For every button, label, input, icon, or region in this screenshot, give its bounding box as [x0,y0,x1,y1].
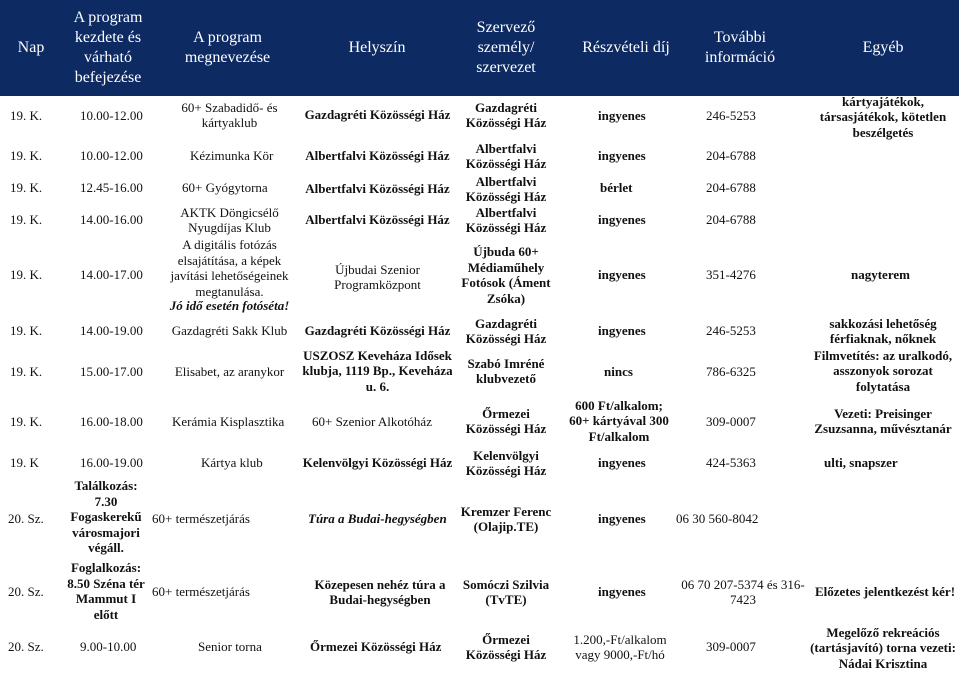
cell-nap: 20. Sz. [8,639,44,655]
cell-info: 204-6788 [706,148,756,164]
cell-program: Elisabet, az aranykor [174,364,285,380]
cell-szervezo: Újbuda 60+ Médiaműhely Fotósok (Áment Zsóka) [461,244,551,306]
cell-dij: ingyenes [598,148,646,164]
cell-dij: nincs [604,364,633,380]
header-helyszin: Helyszín [348,39,406,56]
cell-szervezo: Kelenvölgyi Közösségi Ház [465,447,547,478]
cell-ido: Találkozás: 7.30 Fogaskerekű városmajori végáll. [70,478,142,556]
cell-info: 351-4276 [706,267,756,283]
cell-dij: bérlet [600,180,633,196]
cell-ido: 15.00-17.00 [80,364,143,380]
cell-program-note: Jó idő esetén fotóséta! [169,298,290,314]
cell-nap: 19. K. [10,212,43,228]
cell-helyszin: Albertfalvi Közösségi Ház [305,212,450,228]
cell-ido: 12.45-16.00 [80,180,143,196]
cell-info: 309-0007 [706,414,756,430]
header-kezdete: A program kezdete és várható befejezése [73,9,143,86]
cell-nap: 19. K [10,455,39,471]
cell-info: 424-5363 [706,455,756,471]
cell-ido: 10.00-12.00 [80,108,143,124]
cell-dij: ingyenes [598,584,646,600]
cell-szervezo: Őrmezei Közösségi Ház [465,405,547,436]
cell-helyszin: USZOSZ Keveháza Idősek klubja, 1119 Bp., Keveháza u. 6. [302,347,453,394]
cell-dij: ingyenes [598,323,646,339]
cell-info: 246-5253 [706,323,756,339]
cell-szervezo: Somóczi Szilvia (TvTE) [462,576,550,607]
cell-ido: 14.00-17.00 [80,267,143,283]
cell-dij: ingyenes [598,212,646,228]
cell-info: 204-6788 [706,212,756,228]
cell-egyeb: Vezeti: Preisinger Zsuzsanna, művésztanár [814,405,952,436]
cell-szervezo: Gazdagréti Közösségi Ház [465,99,547,130]
cell-info: 786-6325 [706,364,756,380]
cell-program: 60+ Szabadidő- és kártyaklub [181,99,278,130]
cell-szervezo: Albertfalvi Közösségi Ház [465,204,547,235]
cell-ido: 10.00-12.00 [80,148,143,164]
cell-program: AKTK Döngicsélő Nyugdíjas Klub [180,204,279,235]
cell-dij: 1.200,-Ft/alkalom vagy 9000,-Ft/hó [573,631,667,662]
cell-helyszin: Albertfalvi Közösségi Ház [305,148,450,164]
cell-ido: 14.00-19.00 [80,323,143,339]
cell-info: 06 30 560-8042 [676,511,759,527]
cell-ido: 14.00-16.00 [80,212,143,228]
cell-nap: 20. Sz. [8,511,44,527]
cell-szervezo: Őrmezei Közösségi Ház [465,631,547,662]
cell-dij: ingyenes [598,511,646,527]
cell-program: A digitális fotózás elsajátítása, a képek javítási lehetőségeinek megtanulása. [170,237,289,299]
cell-egyeb: nagyterem [851,267,910,283]
cell-program: 60+ természetjárás [152,511,250,527]
cell-info: 309-0007 [706,639,756,655]
header-szervezo: Szervező személy/ szervezet [476,19,536,76]
cell-program: 60+ Gyógytorna [182,180,268,196]
cell-nap: 19. K. [10,364,43,380]
cell-egyeb: Előzetes jelentkezést kér! [814,584,956,600]
cell-helyszin: Újbudai Szenior Programközpont [334,261,421,292]
header-megnevezese: A program megnevezése [184,29,271,66]
cell-egyeb: kártyajátékok, társasjátékok, kötetlen beszélgetés [819,93,947,140]
cell-program: 60+ természetjárás [152,584,250,600]
cell-helyszin: Gazdagréti Közösségi Ház [304,323,451,339]
cell-szervezo: Gazdagréti Közösségi Ház [465,315,547,346]
cell-dij: ingyenes [598,267,646,283]
header-info: További információ [704,29,776,66]
cell-helyszin: Gazdagréti Közösségi Ház [304,107,451,123]
cell-szervezo: Albertfalvi Közösségi Ház [465,173,547,204]
cell-dij: 600 Ft/alkalom; 60+ kártyával 300 Ft/alkalom [569,397,669,444]
header-dij: Részvételi díj [582,39,670,56]
cell-program: Kártya klub [201,455,263,471]
cell-egyeb: sakkozási lehetőség férfiaknak, nőknek [829,315,937,346]
cell-nap: 19. K. [10,267,43,283]
cell-szervezo: Kremzer Ferenc (Olajip.TE) [460,503,552,534]
cell-helyszin: Őrmezei Közösségi Ház [310,639,442,655]
cell-ido: 16.00-19.00 [80,455,143,471]
cell-helyszin: Túra a Budai-hegységben [308,511,447,527]
cell-helyszin: Albertfalvi Közösségi Ház [305,181,450,197]
cell-ido: 9.00-10.00 [80,639,137,655]
cell-nap: 19. K. [10,108,43,124]
cell-helyszin: Közepesen nehéz túra a Budai-hegységben [314,576,446,607]
cell-program: Senior torna [198,639,262,655]
cell-nap: 20. Sz. [8,584,44,600]
cell-program: Kézimunka Kör [190,148,274,164]
cell-egyeb: Megelőző rekreációs (tartásjavító) torna vezeti: Nádai Krisztina [810,624,956,671]
cell-info: 204-6788 [706,180,756,196]
cell-ido: 16.00-18.00 [80,414,143,430]
cell-nap: 19. K. [10,148,43,164]
cell-program: Gazdagréti Sakk Klub [171,323,288,339]
cell-egyeb: Filmvetítés: az uralkodó, asszonyok sorozat folytatása [813,347,953,394]
cell-helyszin: Kelenvölgyi Közösségi Ház [302,455,453,471]
cell-program: Kerámia Kisplasztika [172,414,285,430]
cell-nap: 19. K. [10,414,43,430]
cell-helyszin: 60+ Szenior Alkotóház [312,414,432,430]
header-nap: Nap [17,39,45,56]
cell-info: 246-5253 [706,108,756,124]
table-header [0,0,959,96]
cell-dij: ingyenes [598,455,646,471]
cell-szervezo: Albertfalvi Közösségi Ház [465,140,547,171]
cell-nap: 19. K. [10,323,43,339]
cell-szervezo: Szabó Imréné klubvezető [467,355,545,386]
cell-info: 06 70 207-5374 és 316-7423 [681,576,805,607]
cell-dij: ingyenes [598,108,646,124]
cell-ido: Foglalkozás: 8.50 Széna tér Mammut I előtt [67,560,145,622]
header-egyeb: Egyéb [862,39,904,56]
cell-egyeb: ulti, snapszer [824,455,898,471]
cell-nap: 19. K. [10,180,43,196]
